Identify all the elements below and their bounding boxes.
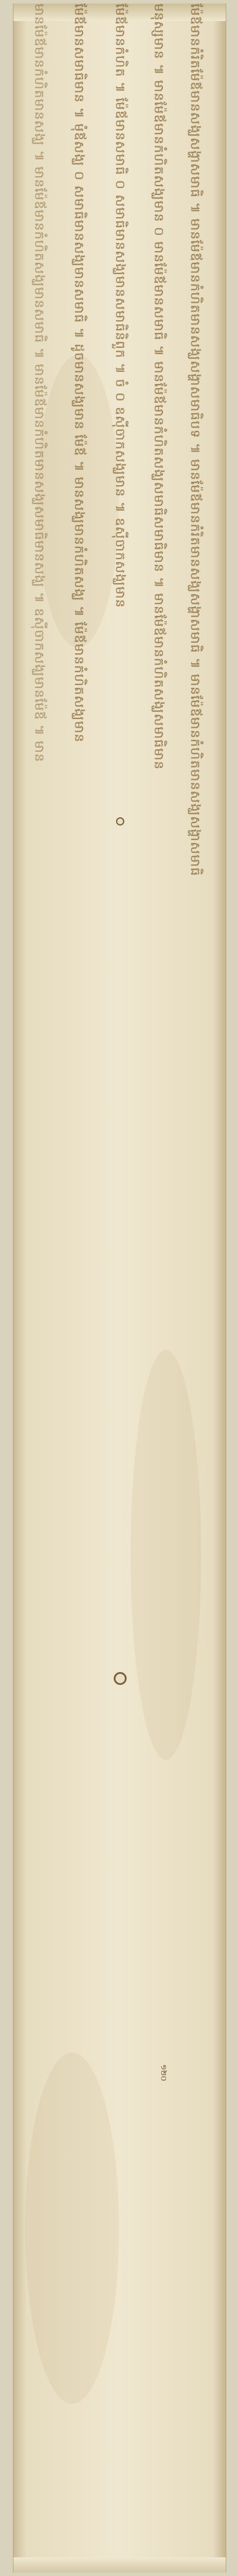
- margin-note-text: ១២០: [159, 2064, 168, 2081]
- script-line-text: ម៉ែឪមានកំហិត ៕ ម៉ែឪមានសមាធិ ០ សមាធិមានសង្ឃមានសមាធិនិពួក ៕ ចំ ០ ឧស៊ីចាកសង្ឃមាន ៕ ឧស៊ីចាកសង្ឃមាន: [113, 4, 127, 608]
- script-line-text: ម៉ែឪមានសមាធិមាន ៕ មុំឪសង្ឃ ០ សមាធិមានសង្ឃមានសមាធិ ៕ ដូចមានសង្ឃមាន ម៉ែឪ ៕ មានសង្ឃមានកំហិតសង្ឃ ៕ ម៉ែឪមានកំហិតសង្ឃមាន: [72, 4, 86, 743]
- script-line-text: មនុស្សមាន ៕ មានម៉ែឪមានកំហិតសង្ឃមាន ០ មានម៉ែឪមានសមាធិ ៕ មានម៉ែឪមានកំហិតសង្ឃសមាធិសមាធិមាន ៕ មានម៉ែឪមានកំហិតសង្ឃសមាធិមាន: [151, 4, 166, 770]
- margin-note: [159, 2064, 180, 2088]
- script-line-text: ម៉ែឪមានកំរិតម៉ែឪមានសង្ឃសង្ហាសមាធិ ៕ មានម៉ែឪមានកំហិតមានសង្ឃសង្ហាសមាធិបទ ៕ មានម៉ែឪមានកំរិតមានសង្ឃសង្ហាសមាធិ ៕ មានម៉ែឪមានកំហិតមានសង្ឃសង្ហាសមាធិ: [188, 4, 202, 876]
- palm-leaf: [13, 4, 226, 2572]
- binding-hole: [114, 1672, 127, 1685]
- binding-hole: [116, 817, 124, 825]
- leaf-bottom-edge: [13, 2557, 226, 2572]
- script-line-text: មានម៉ែឪមានកំហិតមានសង្ឃ ៕ មានម៉ែឪមានកំហិតសង្ឃមានសមាធិ ៕ មានម៉ែឪមានកំហិតមានសង្ឃសមាធិមានសង្ឃ ៕ ឧស៊ីចាកសង្ឃមានម៉ែឪ ៕ មាន: [32, 4, 46, 763]
